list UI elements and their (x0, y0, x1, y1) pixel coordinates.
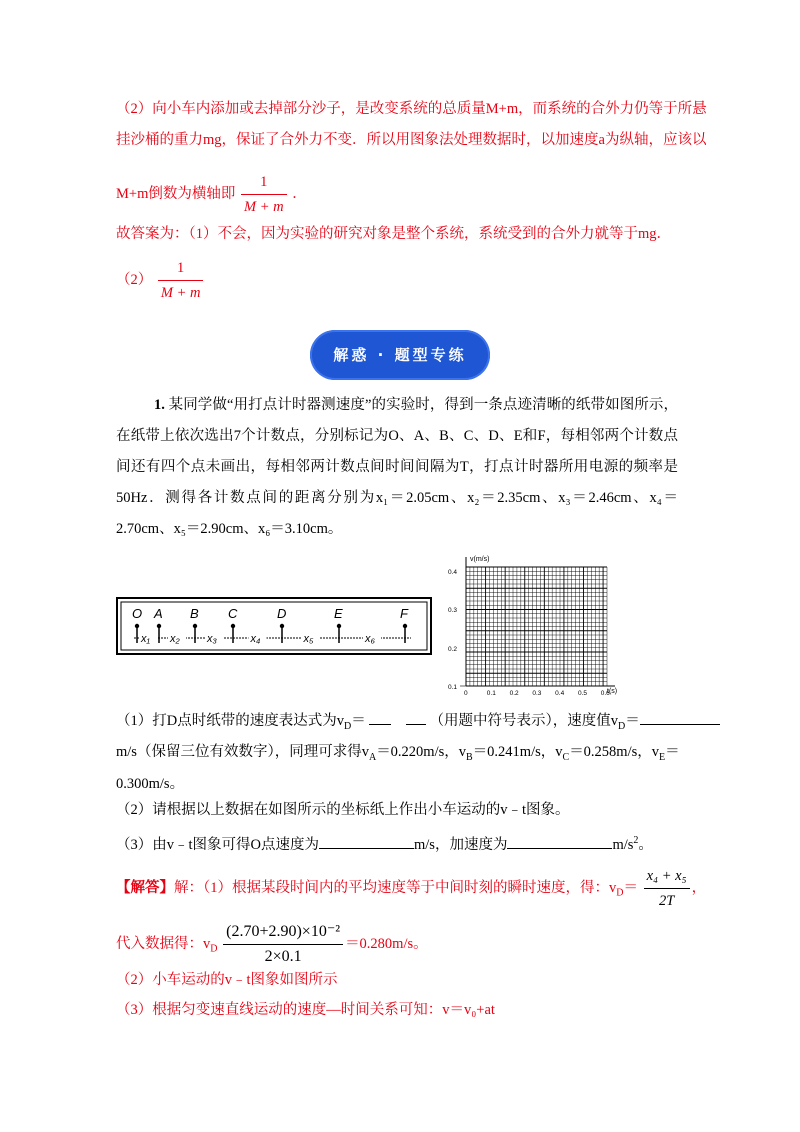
vt-grid-figure (437, 553, 622, 698)
vd-value-fraction (223, 922, 343, 967)
sub-e: E (659, 751, 666, 763)
sub-c: C (562, 751, 570, 763)
question-1-line-3: 0.300m/s。 (116, 776, 185, 792)
q3-text-a: （3）由v﹣t图象可得O点速度为 (116, 836, 319, 853)
analysis-line-3 (116, 172, 307, 217)
q1-value-blank[interactable] (640, 710, 720, 725)
tape-point-dot-a (157, 624, 161, 628)
grid-y-tick-label: 0.2 (448, 646, 458, 653)
vd-formula-fraction (644, 866, 690, 911)
answer-fraction-numerator: 1 (177, 260, 185, 276)
analysis-line-2: 挂沙桶的重力mg，保证了合外力不变．所以用图象法处理数据时，以加速度a为纵轴，应该以 (116, 132, 707, 148)
solution-line-2 (116, 922, 428, 967)
answer-line-2 (116, 258, 205, 303)
tape-segment-label-6: x₆ (365, 633, 375, 645)
q3-text-b: m/s，加速度为 (414, 836, 508, 853)
solution-line-1-text: 解：（1）根据某段时间内的平均速度等于中间时刻的瞬时速度，得：v (174, 879, 617, 896)
tape-point-label-e: E (334, 606, 343, 621)
grid-y-tick-label: 0.1 (448, 684, 458, 691)
answer-line-2-text: （2） (116, 271, 153, 288)
tape-point-label-c: C (228, 606, 238, 621)
sub-a: A (368, 751, 377, 763)
va-value: ＝0.220m/s，v (376, 744, 467, 760)
question-1-line-1 (116, 710, 720, 737)
problem-body: 某同学做“用打点计时器测速度”的实验时，得到一条点迹清晰的纸带如图所示，在纸带上依次选出7个计数点，分别标记为O、A、B、C、D、E和F，每相邻两个计数点间还有四个点未画出，每相邻两计数点间时间间隔为T，打点计时器所用电源的频率是50Hz．测得各计数点间的距离分别为x₁＝2.05cm、x₂＝2.35cm、x₃＝2.46cm、x₄＝2.70cm、x₅＝2.90cm、x₆＝3.10cm。 (116, 397, 679, 537)
q3-velocity-blank[interactable] (319, 834, 414, 849)
solution-line-1-end: ， (691, 879, 707, 896)
vd-value-numerator: (2.70+2.90)×10⁻² (226, 923, 341, 940)
q1-eq2: ＝ (625, 713, 640, 729)
q1-text-c: （用题中符号表示），速度值v (429, 713, 618, 729)
grid-y-label: v(m/s) (470, 556, 490, 563)
fraction-numerator: 1 (260, 174, 268, 190)
grid-x-tick-label: 0.1 (486, 690, 496, 697)
grid-x-tick-label: 0.3 (532, 690, 542, 697)
solution-line-2-text: 代入数据得：v (116, 935, 211, 952)
tape-point-dot-o (135, 624, 139, 628)
tape-inner-border (121, 602, 427, 650)
tape-segment-label-3: x₃ (207, 633, 217, 645)
solution-sub-d: D (616, 887, 624, 899)
solution-sub-d2: D (210, 943, 218, 955)
q1-line2-text: m/s（保留三位有效数字），同理可求得v (116, 744, 369, 760)
inverse-mass-fraction (241, 172, 287, 217)
vd-formula-denominator: 2T (644, 888, 690, 911)
paper-tape-figure (116, 597, 432, 655)
q1-sub-d2: D (617, 720, 626, 732)
tape-segment-label-4: x₄ (250, 633, 261, 645)
analysis-line-1: （2）向小车内添加或去掉部分沙子，是改变系统的总质量M+m，而系统的合外力仍等于所悬 (116, 101, 707, 117)
fraction-denominator: M + m (241, 194, 287, 217)
grid-y-tick-label: 0.3 (448, 607, 458, 614)
tape-point-dot-e (337, 624, 341, 628)
tape-point-dot-c (231, 624, 235, 628)
solution-tag: 【解答】 (116, 879, 174, 896)
grid-y-tick-label: 0.4 (448, 569, 458, 576)
tape-segment-label-1: x₁ (141, 633, 150, 645)
tape-point-label-o: O (132, 606, 143, 621)
question-2: （2）请根据以上数据在如图所示的坐标纸上作出小车运动的v﹣t图象。 (116, 802, 570, 818)
tape-point-label-f: F (400, 606, 408, 621)
q1-eq: ＝ (351, 713, 366, 729)
tape-point-dot-d (280, 624, 284, 628)
problem-number: 1. (154, 397, 165, 413)
grid-x-tick-label: 0.5 (577, 690, 588, 697)
solution-line-1 (116, 866, 706, 911)
problem-text (116, 390, 678, 545)
vd-formula-numerator: x₄ + x₅ (646, 868, 687, 884)
grid-x-tick-label: 0.4 (555, 690, 565, 697)
analysis-line-3-end: ． (292, 185, 307, 202)
vd-value-denominator: 2×0.1 (223, 944, 343, 967)
vb-value: ＝0.241m/s，v (472, 744, 563, 760)
tape-segment-label-2: x₂ (170, 633, 180, 645)
question-1-line-2 (116, 742, 680, 768)
answer-fraction (158, 258, 204, 303)
q1-sub-d: D (343, 720, 352, 732)
section-banner: 解惑 · 题型专练 (310, 330, 490, 380)
question-3 (116, 831, 653, 855)
q1-expression-blank-b[interactable] (406, 710, 426, 725)
solution-eq: ＝ (623, 879, 638, 896)
q1-expression-blank-a[interactable] (369, 710, 391, 725)
q3-acceleration-blank[interactable] (507, 834, 612, 849)
tape-point-dot-f (403, 624, 407, 628)
tape-point-dot-b (193, 624, 197, 628)
grid-x-tick-label: 0.6 (600, 690, 610, 697)
tape-outer-border (117, 598, 431, 654)
q3-unit: m/s (612, 836, 634, 853)
vc-value: ＝0.258m/s，v (569, 744, 660, 760)
q1-text-a: （1）打D点时纸带的速度表达式为v (116, 713, 344, 729)
tape-point-label-a: A (154, 606, 163, 621)
solution-line-3: （2）小车运动的v﹣t图象如图所示 (116, 972, 338, 988)
tape-segment-label-5: x₅ (303, 633, 314, 645)
tape-point-label-d: D (277, 606, 287, 621)
ve-eq: ＝ (665, 744, 680, 760)
grid-x-label: t(s) (607, 688, 618, 695)
grid-x-tick-label: 0 (464, 690, 468, 697)
solution-result: ＝0.280m/s。 (345, 935, 428, 952)
solution-line-4: （3）根据匀变速直线运动的速度—时间关系可知：v＝v₀+at (116, 1002, 495, 1018)
answer-fraction-denominator: M + m (158, 280, 204, 303)
analysis-line-3-text: M+m倒数为横轴即 (116, 185, 236, 202)
sub-b: B (466, 751, 473, 763)
grid-x-tick-label: 0.2 (509, 690, 519, 697)
tape-point-label-b: B (190, 606, 199, 621)
q3-end: 。 (638, 836, 653, 853)
answer-line-1: 故答案为：（1）不会，因为实验的研究对象是整个系统，系统受到的合外力就等于mg． (116, 226, 672, 242)
q3-unit-sup: 2 (633, 835, 639, 846)
